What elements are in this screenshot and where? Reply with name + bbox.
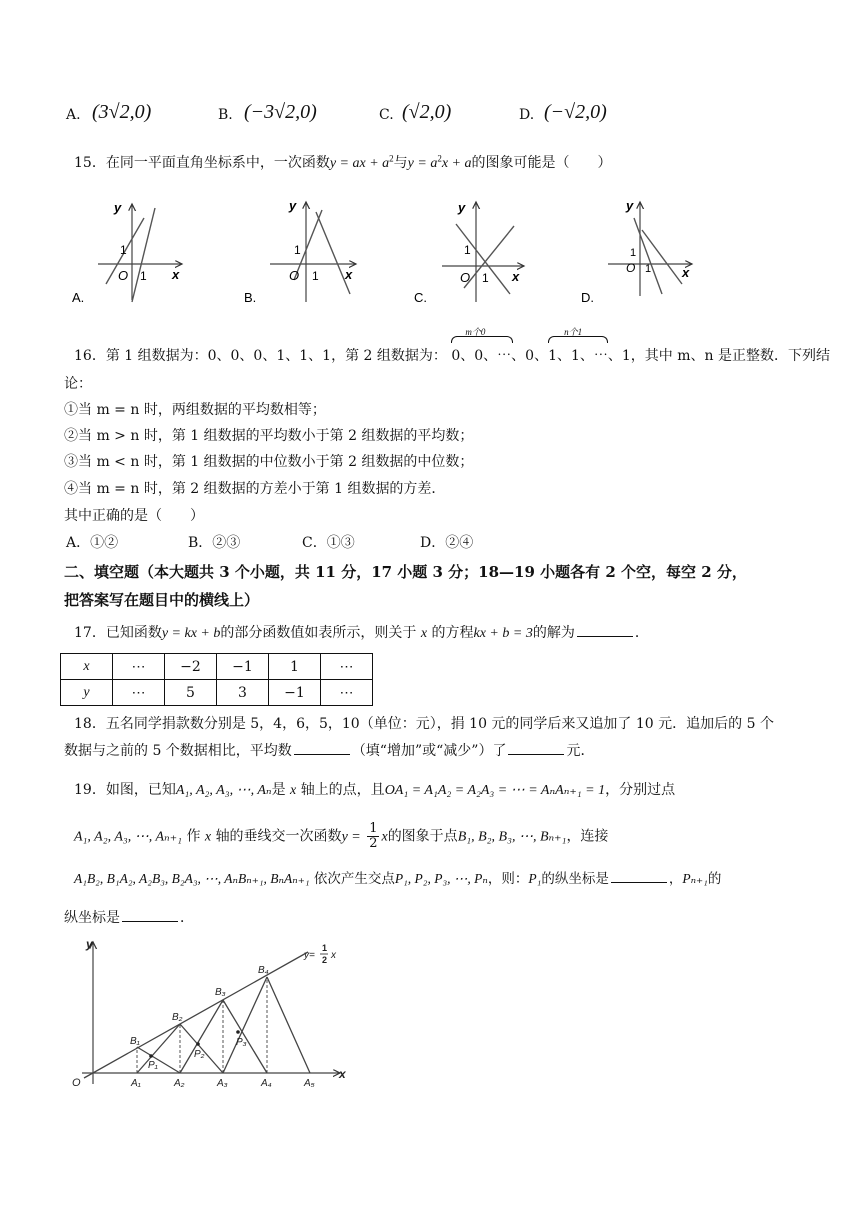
q15-c-one-y: 1 [464,243,471,257]
q16-brace-2-shape [548,336,608,343]
q15-graphs [60,190,710,310]
q19-l3-p1: P₁ [528,871,542,886]
table-cell: −2 [165,654,217,680]
q16-brace-2-label: n个1 [564,327,583,337]
q19-fig-b4: B₄ [258,965,269,976]
q17-text-end: ． [634,625,649,641]
q19-l1-c: 轴上的点，且 [300,782,385,798]
q15-b-one-x: 1 [312,269,319,283]
table-row [61,654,373,680]
q15-c-x-label: x [512,269,520,284]
q19-l2-func-x: x [381,829,388,845]
q17-text-a: 17．已知函数 [74,625,162,641]
q14-option-a-letter: A. [66,107,81,123]
q16-line2: 论： [64,376,92,392]
q19-l3-b: ，则： [487,871,529,887]
q19-fig-origin: O [72,1077,81,1089]
q19-fig-a3: A₃ [217,1078,228,1089]
q16-option-c: C．①③ [302,535,355,551]
q19-fig-line-label-num: 1 [322,943,328,953]
q15-graph-c [442,200,524,302]
q16-option-b: B．②③ [188,535,241,551]
q18-answer-blank-2[interactable] [508,742,564,755]
q19-l3-pn: Pₙ₊₁ [682,871,708,886]
q19-l2-a: 作 [186,828,201,845]
q19-l2-func-y: y = [341,829,361,845]
q16-brace-1 [451,327,535,365]
q19-l2-x: x [204,829,212,845]
q17-value-table [60,653,373,706]
table-cell: −1 [217,654,269,680]
q19-point-p3 [236,1030,240,1034]
q15-a-origin: O [118,268,129,283]
q17-equation: kx + b = 3 [473,626,533,641]
q16-brace-1-label: m个0 [465,327,486,337]
q15-text-before: 15．在同一平面直角坐标系中，一次函数 [74,155,330,171]
q15-func-1-exp: 2 [389,153,394,164]
q15-d-y-label: y [626,198,634,213]
q15-graph-b [270,198,356,302]
q15-a-one-y: 1 [120,243,127,257]
q19-l1-points: A₁, A₂, A₃, ⋯, Aₙ [175,783,272,798]
table-cell: ⋯ [113,680,165,706]
q18-line1: 18．五名同学捐款数分别是 5，4，6，5，10（单位：元），捐 10 元的同学后来又追加了 10 元．追加后的 5 个 [74,716,774,732]
q15-c-one-x: 1 [482,271,489,285]
q19-fig-b3: B₃ [215,987,226,998]
q15-func-2-a: y = a [407,156,438,171]
q19-l3-d: 的 [707,871,722,887]
q16-line1 [74,327,830,365]
q19-fig-line-label-x: x [331,950,336,961]
q18-line2-c: 元． [566,743,595,759]
q19-l2-d: ，连接 [566,828,609,845]
q19-l4-a: 纵坐标是 [64,910,120,926]
q16-line1-before: 16．第 1 组数据为：0、0、0、1、1、1，第 2 组数据为： [74,348,447,364]
q14-option-c-letter: C. [379,107,394,123]
q18-line2-a: 数据与之前的 5 个数据相比，平均数 [64,743,292,759]
q19-l1-a: 19．如图，已知 [74,782,176,798]
q15-mid: 与 [393,155,408,171]
q19-l1-equation: OA₁ = A₁A₂ = A₂A₃ = ⋯ = AₙAₙ₊₁ = 1 [384,783,606,798]
q15-a-x-label: x [172,267,180,282]
q15-label-d: D. [581,290,594,305]
q19-fig-a2: A₂ [174,1078,185,1089]
q19-l3-a: 依次产生交点 [313,871,395,887]
q19-fig-x-label: x [339,1067,346,1081]
q15-b-one-y: 1 [294,243,301,257]
q15-d-x-label: x [682,265,690,280]
q19-fig-line-label-den: 2 [322,955,328,965]
table-cell: 3 [217,680,269,706]
q16-ask: 其中正确的是（ ） [64,508,204,524]
q18-answer-blank-1[interactable] [294,742,350,755]
q15-b-x-label: x [345,267,353,282]
q14-option-c-value: (√2,0) [402,101,452,123]
q19-l4-end: ． [180,910,194,926]
q17-stem [74,622,649,642]
q19-l3-sep: ， [668,871,683,887]
q14-option-d-value: (−√2,0) [544,101,607,123]
q16-statement-4: ④当 m = n 时，第 2 组数据的方差小于第 1 组数据的方差． [64,481,446,497]
q15-d-one-x: 1 [645,263,652,275]
table-cell: −1 [269,680,321,706]
table-cell: 5 [165,680,217,706]
q15-text-after: 的图象可能是（ ） [471,155,612,171]
q19-line2 [74,822,608,851]
q15-label-a: A. [72,290,85,305]
q14-option-d-letter: D. [519,107,535,123]
table-cell: x [61,654,113,680]
q16-statement-1: ①当 m = n 时，两组数据的平均数相等； [64,402,326,418]
q16-option-d: D．②④ [420,535,474,551]
q15-a-one-x: 1 [140,269,147,283]
q15-stem [74,152,612,172]
q15-func-2-b: x + a [441,156,472,171]
q16-brace-1-text: 0、0、⋯、0 [451,348,535,364]
q15-graph-a [98,200,182,302]
q15-c-y-label: y [458,200,466,215]
q19-fraction-numerator: 1 [369,821,378,836]
q16-brace-2 [548,327,631,365]
q19-line4 [64,907,194,927]
q19-fraction [367,822,379,851]
q15-graph-d [608,198,692,296]
q14-option-b-value: (−3√2,0) [244,101,317,123]
table-cell: ⋯ [321,654,373,680]
table-cell: y [61,680,113,706]
section-2-heading-line2: 把答案写在题目中的横线上） [64,591,260,609]
q19-fraction-denominator: 2 [369,836,378,851]
q19-point-p2 [196,1042,200,1046]
q19-l2-b: 轴的垂线交一次函数 [215,828,342,845]
q19-l2-points: A₁, A₂, A₃, ⋯, Aₙ₊₁ [74,829,182,845]
q19-line1 [74,779,675,799]
q15-c-origin: O [460,270,471,285]
q15-func-2-exp: 2 [437,153,442,164]
table-cell: ⋯ [321,680,373,706]
q19-figure [62,934,362,1094]
q19-fig-a1: A₁ [131,1078,141,1089]
q19-fig-b1: B₁ [130,1036,140,1047]
section-2-heading-line1: 二、填空题（本大题共 3 个小题，共 11 分，17 小题 3 分；18—19 小题各有 2 个空，每空 2 分， [64,563,747,581]
q19-line3 [74,867,721,887]
q19-fig-a4: A₄ [261,1078,272,1089]
table-cell: ⋯ [113,654,165,680]
q18-line2-b: （填“增加”或“减少”）了 [351,743,507,759]
q15-a-y-label: y [114,200,122,215]
q16-brace-1-shape [451,336,513,343]
q17-text-b: 的部分函数值如表所示，则关于 [220,625,417,641]
q19-l2-c: 的图象于点 [387,828,458,845]
q16-sep: 、 [534,348,549,364]
q15-label-c: C. [414,290,427,305]
q17-text-d: 的解为 [532,625,575,641]
table-cell: 1 [269,654,321,680]
q19-l3-points: P₁, P₂, P₃, ⋯, Pₙ [394,871,488,886]
q15-d-origin: O [626,261,636,275]
q15-b-y-label: y [289,198,297,213]
q19-fig-a5: A₅ [304,1078,315,1089]
table-row [61,680,373,706]
q19-fig-b2: B₂ [172,1012,183,1023]
q14-option-a-value: (3√2,0) [92,101,152,123]
q19-l1-d: ，分别过点 [605,782,676,798]
q19-fig-p1: P₁ [148,1060,158,1071]
q17-answer-blank[interactable] [577,624,633,637]
q15-b-origin: O [289,268,300,283]
q15-func-1 [329,153,394,171]
q19-l2-b-points: B₁, B₂, B₃, ⋯, Bₙ₊₁ [457,829,567,845]
q19-point-p1 [149,1054,153,1058]
q19-l3-c: 的纵坐标是 [541,871,609,887]
q16-line1-after: ，其中 m、n 是正整数．下列结 [630,348,830,364]
q19-l1-x: x [290,783,297,798]
q19-l1-b: 是 [271,782,286,798]
q16-brace-2-text: 1、1、⋯、1 [548,348,631,364]
q19-fig-y-label: y [86,937,93,951]
q19-fig-p3: P₃ [236,1037,247,1048]
q17-var-x: x [420,626,428,641]
q16-statement-3: ③当 m < n 时，第 1 组数据的中位数小于第 2 组数据的中位数； [64,454,474,470]
q15-label-b: B. [244,290,257,305]
q19-fig-p2: P₂ [194,1049,205,1060]
q19-l3-segments: A₁B₂, B₁A₂, A₂B₃, B₂A₃, ⋯, AₙBₙ₊₁, BₙAₙ₊₁ [74,871,310,886]
q18-line2 [64,740,594,760]
q15-func-2 [407,153,472,171]
q17-text-c: 的方程 [431,625,474,641]
q16-option-a: A．①② [66,535,119,551]
q14-option-b-letter: B. [218,107,233,123]
q15-d-one-y: 1 [630,247,637,259]
q19-fig-line-label-y: y= [304,950,315,961]
q17-func: y = kx + b [161,626,221,641]
q19-answer-blank-2[interactable] [122,909,178,922]
q16-statement-2: ②当 m > n 时，第 1 组数据的平均数小于第 2 组数据的平均数； [64,428,474,444]
q15-func-1-body: y = ax + a [329,156,390,171]
q19-answer-blank-1[interactable] [611,870,667,883]
